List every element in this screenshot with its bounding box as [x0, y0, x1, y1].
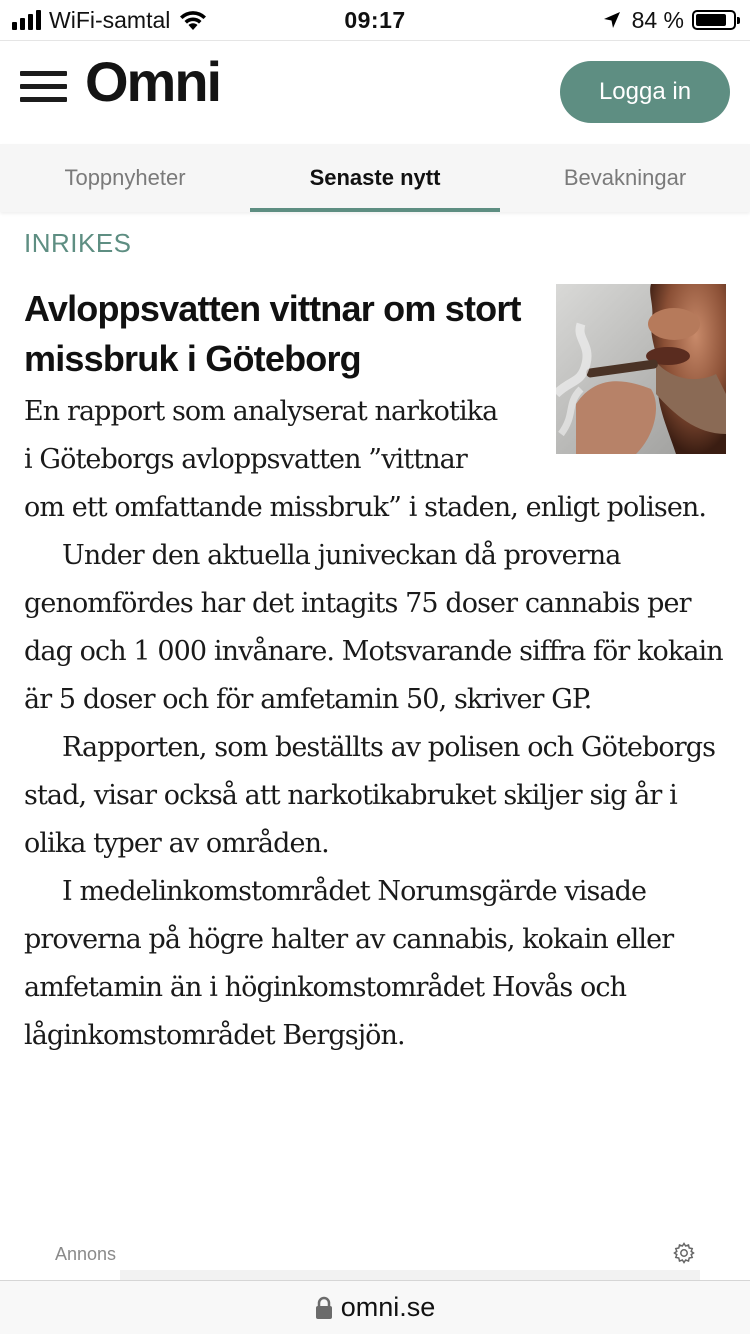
- login-button[interactable]: Logga in: [560, 61, 730, 123]
- battery-percent: 84 %: [631, 6, 684, 33]
- article-headline[interactable]: Avloppsvatten vittnar om stort missbruk i Göteborg: [24, 288, 521, 379]
- battery-icon: [692, 10, 736, 30]
- status-right: [602, 6, 736, 34]
- url-text: omni.se: [340, 1292, 436, 1322]
- ad-banner[interactable]: [120, 1270, 700, 1280]
- lead-line-2: i Göteborgs avloppsvatten ”vittnar: [24, 444, 467, 475]
- location-arrow-icon: [602, 10, 622, 30]
- section-tabs: [0, 144, 750, 212]
- app-header: [0, 40, 750, 144]
- article-paragraph: I medelinkomstområdet Norumsgärde visade proverna på högre halter av cannabis, kokain eller amfetamin än i höginkomstområdet Hovås och låginkomstområdet Bergsjön.: [24, 876, 674, 1051]
- lead-rest: om ett omfattande missbruk” i staden, enligt polisen.: [24, 492, 707, 523]
- lock-icon: [315, 1296, 333, 1320]
- browser-url-bar[interactable]: [0, 1280, 750, 1334]
- menu-icon[interactable]: [20, 71, 67, 103]
- article-lead: [24, 388, 724, 532]
- carrier-label: WiFi-samtal: [49, 6, 171, 33]
- article-paragraph: Rapporten, som beställts av polisen och Göteborgs stad, visar också att narkotikabruket skiljer sig år i olika typer av områden.: [24, 732, 716, 859]
- article-category[interactable]: INRIKES: [24, 228, 132, 258]
- ad-label: Annons: [55, 1244, 117, 1264]
- article-paragraph: Under den aktuella juniveckan då proverna genomfördes har det intagits 75 doser cannabis per dag och 1 000 invånare. Motsvarande siffra för kokain är 5 doser och för amfetamin 50, skriver GP.: [24, 540, 723, 715]
- lead-line-1: En rapport som analyserat narkotika: [24, 396, 498, 427]
- tab-toppnyheter[interactable]: Toppnyheter: [64, 165, 186, 190]
- tab-senaste-nytt[interactable]: Senaste nytt: [250, 144, 500, 212]
- battery-fill: [696, 14, 726, 26]
- status-bar: [0, 0, 750, 40]
- gear-icon[interactable]: [672, 1241, 696, 1265]
- clock: 09:17: [344, 7, 406, 33]
- article-body: [24, 388, 724, 1060]
- omni-logo[interactable]: Omni: [85, 50, 221, 113]
- tab-bevakningar[interactable]: Bevakningar: [563, 165, 687, 190]
